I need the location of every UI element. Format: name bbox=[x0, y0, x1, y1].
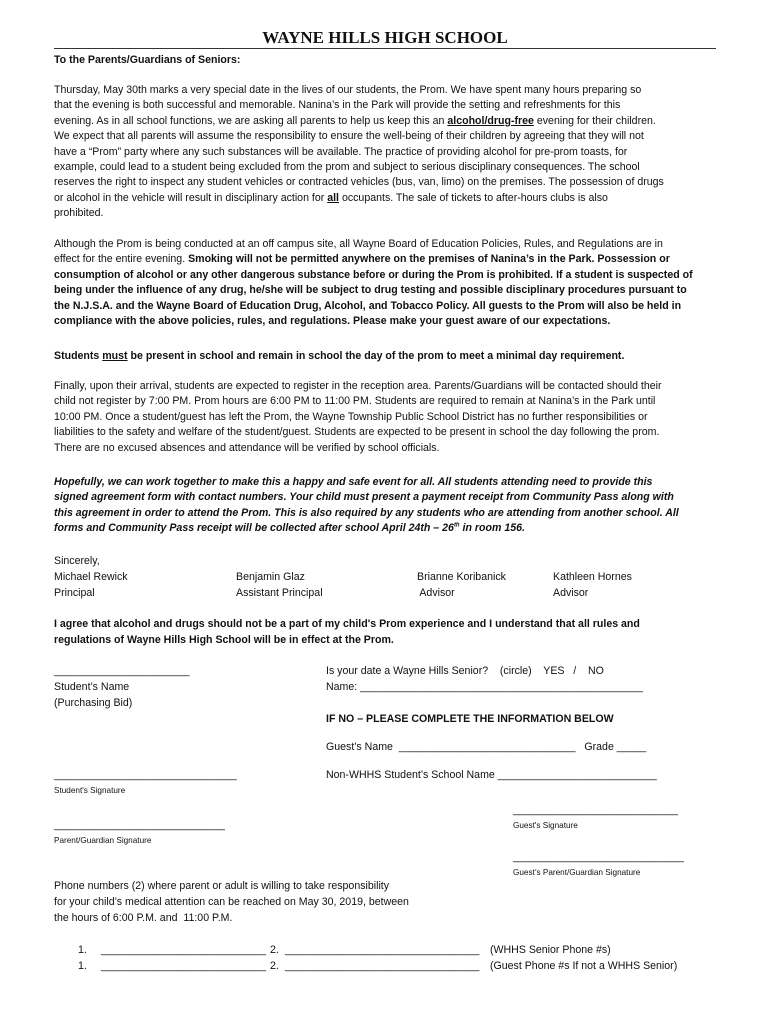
text-line: Although the Prom is being conducted at an off campus site, all Wayne Board of Education Policies, Rules, and Regulations are in bbox=[54, 238, 663, 250]
text-line: effect for the entire evening. Smoking will not be permitted anywhere on the premises of Nanina’s in the Park. Possession or bbox=[54, 253, 670, 266]
text-line: compliance with the above policies, rules, and regulations. Please make your guest aware of our expectations. bbox=[54, 315, 611, 328]
text-line: Thursday, May 30th marks a very special date in the lives of our students, the Prom. We have spent many hours preparing so bbox=[54, 84, 642, 96]
title-divider bbox=[54, 48, 716, 49]
page-title: WAYNE HILLS HIGH SCHOOL bbox=[262, 28, 508, 47]
student-name-label: Student’s Name bbox=[54, 681, 130, 693]
signer-role: Assistant Principal bbox=[236, 587, 323, 599]
text-line: Finally, upon their arrival, students are expected to register in the reception area. Parents/Guardians will be contacted should their bbox=[54, 380, 662, 392]
text-line: signed agreement form with contact numbers. Your child must present a payment receipt from Community Pass along with bbox=[54, 491, 674, 504]
phone-row-number: 2. bbox=[270, 944, 279, 956]
text-line: example, could lead to a student being excluded from the prom and subject to serious disciplinary consequences. The school bbox=[54, 161, 640, 174]
text-line: There are no excused absences and attendance will be verified by school officials. bbox=[54, 441, 440, 454]
signer-name: Benjamin Glaz bbox=[236, 571, 305, 583]
text-line: this agreement in order to attend the Prom. This is also required by any students who are attending from another school. All bbox=[54, 506, 679, 519]
signer-role: Principal bbox=[54, 587, 95, 599]
text-line: prohibited. bbox=[54, 207, 104, 220]
phone-note: (WHHS Senior Phone #s) bbox=[490, 944, 611, 956]
paragraph-prom-intro bbox=[54, 83, 730, 222]
signer-name: Kathleen Hornes bbox=[553, 571, 632, 583]
text-line: that the evening is both successful and memorable. Nanina’s in the Park will provide the setting and refreshments for this bbox=[54, 99, 621, 112]
date-name-field[interactable]: Name: ________________________________________________ bbox=[326, 681, 643, 693]
phone-instructions: the hours of 6:00 P.M. and 11:00 P.M. bbox=[54, 912, 233, 924]
text-line: liabilities to the safety and welfare of the student/guest. Students are expected to be present in school the day following the prom. bbox=[54, 426, 660, 439]
phone-row-number: 2. bbox=[270, 960, 279, 972]
signoff: Sincerely, bbox=[54, 555, 100, 567]
parent-signature-label: Parent/Guardian Signature bbox=[54, 836, 152, 845]
signer-name: Michael Rewick bbox=[54, 571, 128, 583]
salutation: To the Parents/Guardians of Seniors: bbox=[54, 54, 241, 66]
text-line: child not register by 7:00 PM. Prom hours are 6:00 PM to 11:00 PM. Students are required to remain at Nanina’s in the Park until bbox=[54, 395, 656, 408]
text-line: consumption of alcohol or any other dangerous substance before or during the Prom is prohibited. If a student is suspected of bbox=[54, 268, 693, 281]
guest-signature-label: Guest's Signature bbox=[513, 821, 578, 830]
signer-role: Advisor bbox=[553, 587, 589, 599]
parent-signature-input[interactable]: _____________________________ bbox=[54, 819, 225, 831]
purchasing-bid-label: (Purchasing Bid) bbox=[54, 697, 133, 709]
agreement-statement: regulations of Wayne Hills High School will be in effect at the Prom. bbox=[54, 634, 394, 646]
guest-signature-input[interactable]: ____________________________ bbox=[513, 804, 678, 816]
date-senior-question[interactable]: Is your date a Wayne Hills Senior? (circle) YES / NO bbox=[326, 665, 604, 677]
text-line: or alcohol in the vehicle will result in disciplinary action for all occupants. The sale of tickets to after-hours clubs is also bbox=[54, 191, 608, 204]
paragraph-agreement-instructions bbox=[54, 475, 730, 537]
guest-parent-signature-label: Guest’s Parent/Guardian Signature bbox=[513, 868, 641, 877]
paragraph-policies bbox=[54, 237, 730, 329]
text-line: Hopefully, we can work together to make this a happy and safe event for all. All students attending need to provide this bbox=[54, 476, 653, 488]
text-line: being under the influence of any drug, he/she will be subject to drug testing and possible disciplinary procedures pursuant to bbox=[54, 284, 687, 297]
phone-row-number: 1. bbox=[78, 960, 87, 972]
text-line: 10:00 PM. Once a student/guest has left the Prom, the Wayne Township Public School District has no further responsibilities or bbox=[54, 410, 648, 423]
non-whhs-school-field[interactable]: Non-WHHS Student’s School Name ___________________________ bbox=[326, 769, 657, 781]
text-line: reserves the right to inspect any student vehicles or contracted vehicles (bus, van, limo) on the premises. The possession of drugs bbox=[54, 176, 664, 189]
phone-instructions: Phone numbers (2) where parent or adult is willing to take responsibility bbox=[54, 880, 390, 892]
text-line: the N.J.S.A. and the Wayne Board of Education Drug, Alcohol, and Tobacco Policy. All guests to the Prom will also be held in bbox=[54, 299, 682, 312]
student-signature-input[interactable]: _______________________________ bbox=[54, 769, 237, 781]
guest-name-field[interactable]: Guest’s Name ______________________________ Grade _____ bbox=[326, 741, 647, 753]
student-name-input[interactable]: _______________________ bbox=[54, 665, 190, 677]
if-no-heading: IF NO – PLEASE COMPLETE THE INFORMATION BELOW bbox=[326, 713, 614, 725]
student-signature-label: Student's Signature bbox=[54, 786, 126, 795]
phone-input[interactable]: _________________________________ bbox=[285, 944, 480, 956]
phone-input[interactable]: ____________________________ bbox=[101, 960, 266, 972]
signer-role: Advisor bbox=[417, 587, 455, 599]
guest-parent-signature-input[interactable]: _____________________________ bbox=[513, 851, 684, 863]
text-line: have a “Prom” party where any such substances will be available. The practice of providing alcohol for pre-prom toasts, for bbox=[54, 145, 628, 158]
signer-name: Brianne Koribanick bbox=[417, 571, 506, 583]
phone-instructions: for your child’s medical attention can be reached on May 30, 2019, between bbox=[54, 896, 409, 908]
text-line: forms and Community Pass receipt will be collected after school April 24th – 26th in room 156. bbox=[54, 522, 525, 535]
phone-note: (Guest Phone #s If not a WHHS Senior) bbox=[490, 960, 678, 972]
phone-input[interactable]: ____________________________ bbox=[101, 944, 266, 956]
paragraph-registration bbox=[54, 379, 730, 456]
text-line: We expect that all parents will assume the responsibility to ensure the well-being of their children by agreeing that they will not bbox=[54, 130, 644, 143]
phone-row-number: 1. bbox=[78, 944, 87, 956]
phone-input[interactable]: _________________________________ bbox=[285, 960, 480, 972]
agreement-statement: I agree that alcohol and drugs should not be a part of my child's Prom experience and I understand that all rules and bbox=[54, 618, 640, 630]
attendance-requirement: Students must be present in school and remain in school the day of the prom to meet a minimal day requirement. bbox=[54, 350, 625, 362]
text-line: evening. As in all school functions, we are asking all parents to help us keep this an alcohol/drug-free evening for their children. bbox=[54, 114, 656, 127]
